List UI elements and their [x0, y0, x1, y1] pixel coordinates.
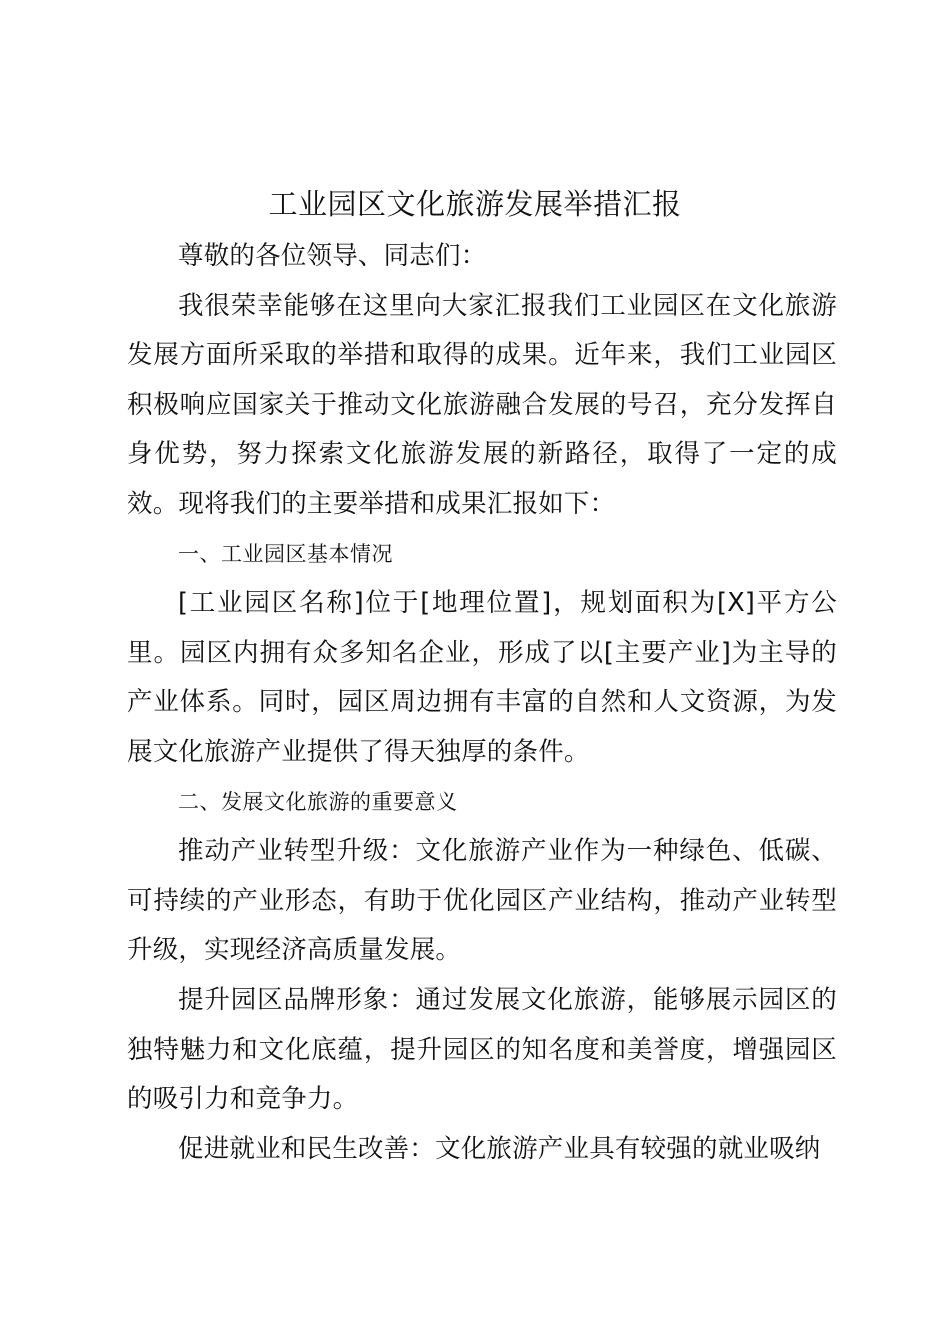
- greeting-paragraph: 尊敬的各位领导、同志们：: [178, 241, 487, 271]
- intro-paragraph: 我很荣幸能够在这里向大家汇报我们工业园区在文化旅游发展方面所采取的举措和取得的成果。近年来，我们工业园区积极响应国家关于推动文化旅游融合发展的号召，充分发挥自身优势，努力探索文化旅游发展的新路径，取得了一定的成效。现将我们的主要举措和成果汇报如下：: [127, 290, 837, 519]
- document-body: [127, 232, 837, 1174]
- section-heading-significance: 二、发展文化旅游的重要意义: [178, 789, 458, 814]
- significance-point-3: 促进就业和民生改善：文化旅游产业具有较强的就业吸纳: [178, 1133, 821, 1164]
- document-title: 工业园区文化旅游发展举措汇报: [268, 187, 682, 221]
- significance-point-2: 提升园区品牌形象：通过发展文化旅游，能够展示园区的独特魅力和文化底蕴，提升园区的知名度和美誉度，增强园区的吸引力和竞争力。: [127, 984, 837, 1115]
- significance-point-1: 推动产业转型升级：文化旅游产业作为一种绿色、低碳、可持续的产业形态，有助于优化园区产业结构，推动产业转型升级，实现经济高质量发展。: [127, 836, 837, 966]
- basic-info-paragraph: [工业园区名称]位于[地理位置]，规划面积为[X]平方公里。园区内拥有众多知名企业，形成了以[主要产业]为主导的产业体系。同时，园区周边拥有丰富的自然和人文资源，为发展文化旅游产业提供了得天独厚的条件。: [127, 588, 837, 767]
- section-heading-basic-info: 一、工业园区基本情况: [178, 541, 393, 566]
